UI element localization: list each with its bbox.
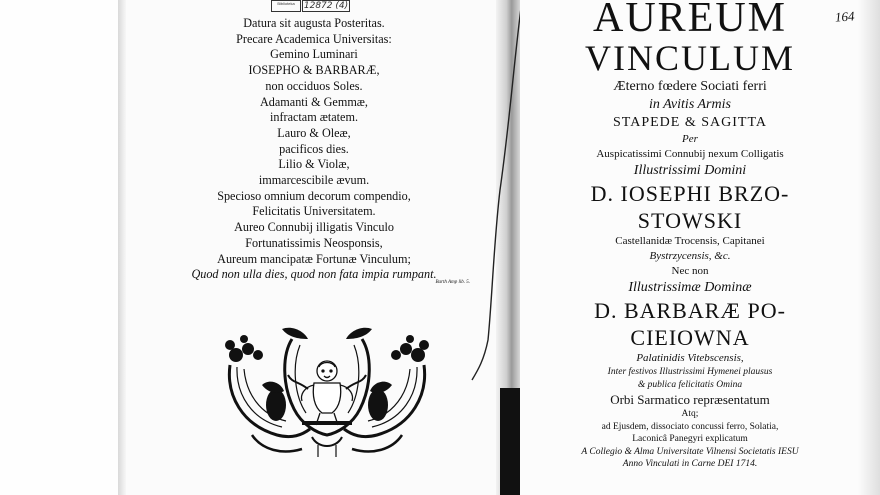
dedication-line: IOSEPHO & BARBARÆ,: [248, 63, 380, 78]
dedication-line: Aureum mancipatæ Fortunæ Vinculum;: [217, 251, 411, 266]
title-line: STOWSKI: [637, 208, 743, 233]
page-edge-shadow: [118, 0, 126, 495]
title-line: Illustrissimæ Dominæ: [628, 280, 752, 295]
cornucopia-cherub-emblem: [222, 325, 432, 460]
title-line: A Collegio & Alma Universitate Vilnensi Societatis IESU: [581, 446, 799, 457]
title-line: CIEIOWNA: [630, 325, 750, 350]
title-line: Per: [682, 133, 698, 145]
title-line: D. IOSEPHI BRZO-: [590, 181, 790, 206]
dedication-line: immarcescibile ævum.: [258, 173, 370, 188]
dedication-line: Felicitatis Universitatem.: [252, 204, 376, 219]
dedication-line: Datura sit augusta Posteritas.: [243, 16, 385, 30]
library-stamp: [271, 0, 349, 13]
library-stamp-label: Biblioteka: [271, 0, 301, 12]
title-line: Castellanidæ Trocensis, Capitanei: [615, 235, 765, 247]
title-line: in Avitis Armis: [649, 97, 731, 112]
title-line: Orbi Sarmatico repræsentatum: [610, 392, 770, 407]
dedication-text: [128, 16, 500, 283]
title-line: Palatinidis Vitebscensis,: [636, 352, 744, 364]
title-line: ad Ejusdem, dissociato concussi ferro, Solatia,: [601, 421, 779, 432]
title-line: Illustrissimi Domini: [633, 163, 747, 178]
page-number: 164: [833, 8, 855, 25]
source-citation: Barth Amp lib. 5.: [435, 280, 470, 285]
dedication-line: Gemino Luminari: [270, 47, 358, 62]
title-line: Laconicâ Panegyri explicatum: [632, 434, 748, 444]
title-line: Inter festivos Illustrissimi Hymenei plausus: [607, 367, 773, 377]
dedication-line: Aureo Connubij illigatis Vinculo: [234, 220, 394, 235]
title-line: D. BARBARÆ PO-: [594, 298, 786, 323]
title-line: Nec non: [671, 265, 709, 277]
dedication-line: Lauro & Oleæ,: [277, 125, 351, 140]
dedication-line: Lilio & Violæ,: [278, 157, 350, 172]
dedication-line: infractam ætatem.: [270, 110, 358, 125]
shelf-number: 12872 (4): [303, 1, 349, 11]
dedication-line: pacificos dies.: [279, 141, 349, 156]
title-line: Æterno fœdere Sociati ferri: [613, 79, 767, 94]
dedication-line: Adamanti & Gemmæ,: [260, 94, 368, 109]
title-line: AUREUM: [592, 0, 787, 41]
dedication-line: Fortunatissimis Neosponsis,: [245, 235, 383, 250]
title-line: & publica felicitatis Omina: [637, 379, 743, 390]
page-edge-shadow: [858, 0, 880, 495]
dedication-line: Precare Academica Universitas:: [236, 31, 392, 46]
title-line: Atq;: [681, 409, 699, 419]
title-line: VINCULUM: [585, 38, 795, 78]
title-line: Auspicatissimi Connubij nexum Colligatis: [596, 148, 784, 160]
dedication-line: Specioso omnium decorum compendio,: [217, 188, 411, 203]
title-line: Bystrzycensis, &c.: [649, 250, 731, 262]
dedication-line: Quod non ulla dies, quod non fata impia rumpant.: [191, 267, 437, 282]
dedication-line: non occiduos Soles.: [265, 78, 363, 93]
title-line: Anno Vinculati in Carne DEI 1714.: [622, 459, 758, 469]
title-line: STAPEDE & SAGITTA: [613, 115, 767, 130]
title-page-text: [525, 0, 855, 471]
